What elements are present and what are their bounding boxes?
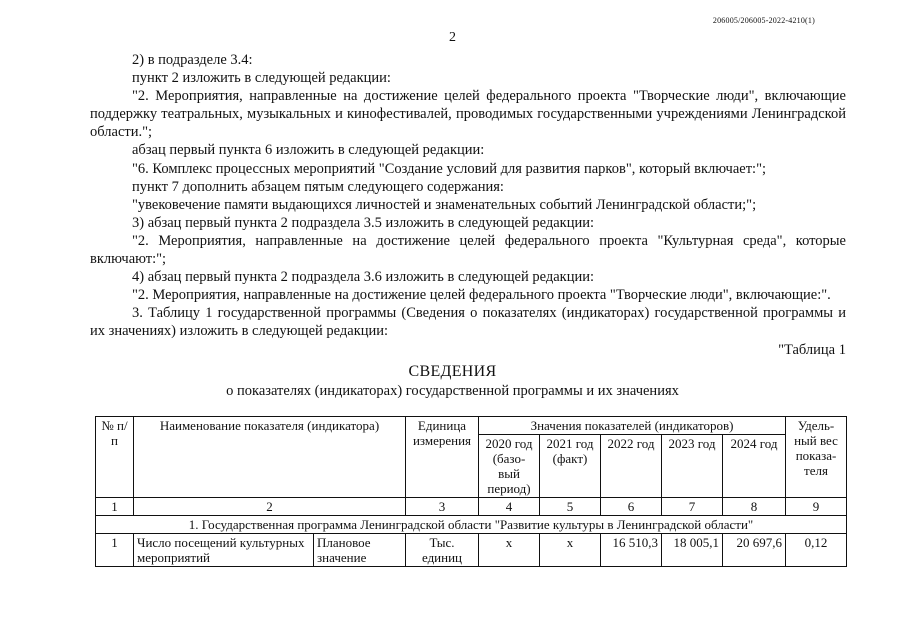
paragraph: "2. Мероприятия, направленные на достижение целей федерального проекта "Творческие люди", включающие поддержку театральных, музыкальных и кинофестивалей, проводимых государственными учреждениями Ленинградской области."; — [90, 88, 846, 141]
table-header-row — [96, 417, 847, 435]
paragraph: абзац первый пункта 6 изложить в следующей редакции: — [132, 142, 485, 159]
paragraph: "2. Мероприятия, направленные на достижение целей федерального проекта "Культурная среда", которые включают:"; — [90, 232, 846, 268]
page-number: 2 — [449, 30, 456, 45]
header-unit: Единица измерения — [406, 417, 479, 498]
paragraph: "2. Мероприятия, направленные на достижение целей федерального проекта "Творческие люди", включающие:". — [132, 287, 831, 304]
table-row — [96, 534, 847, 567]
column-number: 1 — [96, 498, 134, 516]
header-weight: Удель-ный вес показа-теля — [786, 417, 847, 498]
paragraph: пункт 7 дополнить абзацем пятым следующего содержания: — [132, 178, 504, 195]
cell-value-type: Плановое значение — [314, 534, 406, 567]
cell-num: 1 — [96, 534, 134, 567]
paragraph: "увековечение памяти выдающихся личностей и знаменательных событий Ленинградской области;"; — [132, 196, 757, 213]
cell-indicator-name: Число посещений культурных мероприятий — [134, 534, 314, 567]
column-number: 8 — [723, 498, 786, 516]
column-number: 2 — [134, 498, 406, 516]
header-num: № п/п — [96, 417, 134, 498]
cell-2023: 18 005,1 — [662, 534, 723, 567]
paragraph: 4) абзац первый пункта 2 подраздела 3.6 изложить в следующей редакции: — [132, 269, 594, 286]
header-2024: 2024 год — [723, 435, 786, 498]
column-number: 6 — [601, 498, 662, 516]
section-title: 1. Государственная программа Ленинградской области "Развитие культуры в Ленинградской области" — [96, 516, 847, 534]
column-number: 9 — [786, 498, 847, 516]
paragraph: 2) в подразделе 3.4: — [132, 52, 253, 68]
cell-unit: Тыс. единиц — [406, 534, 479, 567]
cell-2024: 20 697,6 — [723, 534, 786, 567]
column-number: 5 — [540, 498, 601, 516]
paragraph: пункт 2 изложить в следующей редакции: — [132, 70, 391, 87]
header-2021: 2021 год (факт) — [540, 435, 601, 498]
document-body — [90, 51, 846, 359]
column-number: 7 — [662, 498, 723, 516]
cell-2021: х — [540, 534, 601, 567]
header-name: Наименование показателя (индикатора) — [134, 417, 406, 498]
header-2020: 2020 год (базо-вый период) — [479, 435, 540, 498]
paragraph: "6. Комплекс процессных мероприятий "Создание условий для развития парков", который включает:"; — [132, 160, 767, 177]
table-title-block — [0, 362, 905, 400]
document-id: 206005/206005-2022-4210(1) — [712, 16, 815, 25]
column-number: 3 — [406, 498, 479, 516]
cell-2022: 16 510,3 — [601, 534, 662, 567]
column-number: 4 — [479, 498, 540, 516]
table-title: СВЕДЕНИЯ — [408, 363, 497, 380]
table-column-numbers-row — [96, 498, 847, 516]
cell-2020: х — [479, 534, 540, 567]
table-subtitle: о показателях (индикаторах) государственной программы и их значениях — [226, 383, 679, 399]
indicators-table — [95, 416, 847, 567]
paragraph: 3) абзац первый пункта 2 подраздела 3.5 изложить в следующей редакции: — [132, 214, 594, 231]
paragraph: 3. Таблицу 1 государственной программы (Сведения о показателях (индикаторах) государственной программы и их значениях) изложить в следующей редакции: — [90, 305, 846, 340]
table-caption-label: "Таблица 1 — [778, 341, 846, 358]
table-section-row — [96, 516, 847, 534]
header-2022: 2022 год — [601, 435, 662, 498]
header-2023: 2023 год — [662, 435, 723, 498]
cell-weight: 0,12 — [786, 534, 847, 567]
header-values-group: Значения показателей (индикаторов) — [479, 417, 786, 435]
